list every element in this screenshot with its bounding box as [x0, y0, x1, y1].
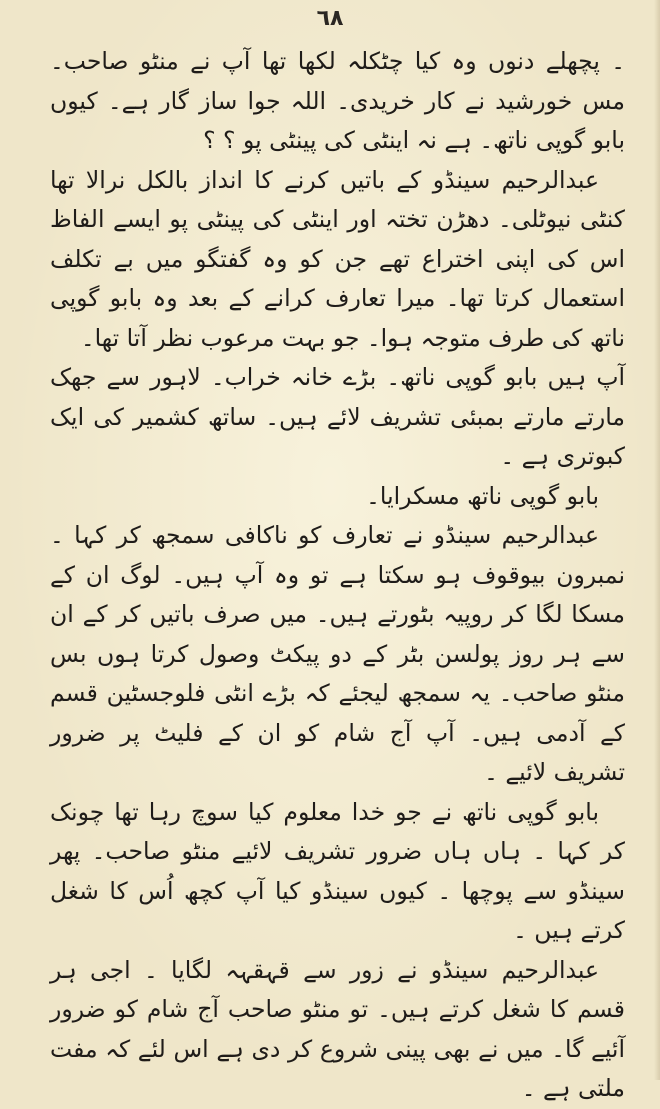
page-body [50, 42, 625, 1102]
paragraph-4: بابو گوپی ناتھ مسکرایا۔ [366, 481, 599, 510]
paragraph-6: بابو گوپی ناتھ نے جو خدا معلوم کیا سوچ رہا تھا چونک کر کہا ۔ ہاں ہاں ضرور تشریف لائیے منٹو صاحب۔ پھر سینڈو سے پوچھا ۔ کیوں سینڈو کیا آپ کچھ اُس کا شغل کرتے ہیں ۔ [50, 797, 625, 944]
paragraph-2: عبدالرحیم سینڈو کے باتیں کرنے کا انداز بالکل نرالا تھا کنٹی نیوٹلی۔ دھڑن تختہ اور اینٹی کی پینٹی پو ایسے الفاظ اس کی اپنی اختراع تھے جن کو وہ گفتگو میں بے تکلف استعمال کرتا تھا۔ میرا تعارف کرانے کے بعد وہ بابو گوپی ناتھ کی طرف متوجہ ہوا۔ جو بہت مرعوب نظر آتا تھا۔ [50, 165, 625, 352]
page-edge-shadow [654, 0, 660, 1080]
paragraph-7: عبدالرحیم سینڈو نے زور سے قہقہہ لگایا ۔ اجی ہر قسم کا شغل کرتے ہیں۔ تو منٹو صاحب آج شام کو ضرور آئیے گا۔ میں نے بھی پینی شروع کر دی ہے اس لئے کہ مفت ملتی ہے ۔ [50, 955, 625, 1102]
paragraph-5: عبدالرحیم سینڈو نے تعارف کو ناکافی سمجھ کر کہا ۔ نمبرون بیوقوف ہو سکتا ہے تو وہ آپ ہیں۔ لوگ ان کے مسکا لگا کر روپیہ بٹورتے ہیں۔ میں صرف باتیں کر کے ان سے ہر روز پولسن بٹر کے دو پیکٹ وصول کرتا ہوں بس منٹو صاحب۔ یہ سمجھ لیجئے کہ بڑے انٹی فلوجسٹین قسم کے آدمی ہیں۔ آپ آج شام کو ان کے فلیٹ پر ضرور تشریف لائیے ۔ [50, 521, 625, 786]
page-number: ٦٨ [316, 6, 344, 31]
paragraph-3: آپ ہیں بابو گوپی ناتھ۔ بڑے خانہ خراب۔ لاہور سے جھک مارتے مارتے بمبئی تشریف لائے ہیں۔ ساتھ کشمیر کی ایک کبوتری ہے ۔ [50, 363, 625, 470]
paragraph-1: ۔ پچھلے دنوں وہ کیا چٹکلہ لکھا تھا آپ نے منٹو صاحب۔ مس خورشید نے کار خریدی۔ اللہ جوا ساز گار ہے۔ کیوں بابو گوپی ناتھ۔ ہے نہ اینٹی کی پینٹی پو ؟ ؟ [50, 47, 625, 154]
